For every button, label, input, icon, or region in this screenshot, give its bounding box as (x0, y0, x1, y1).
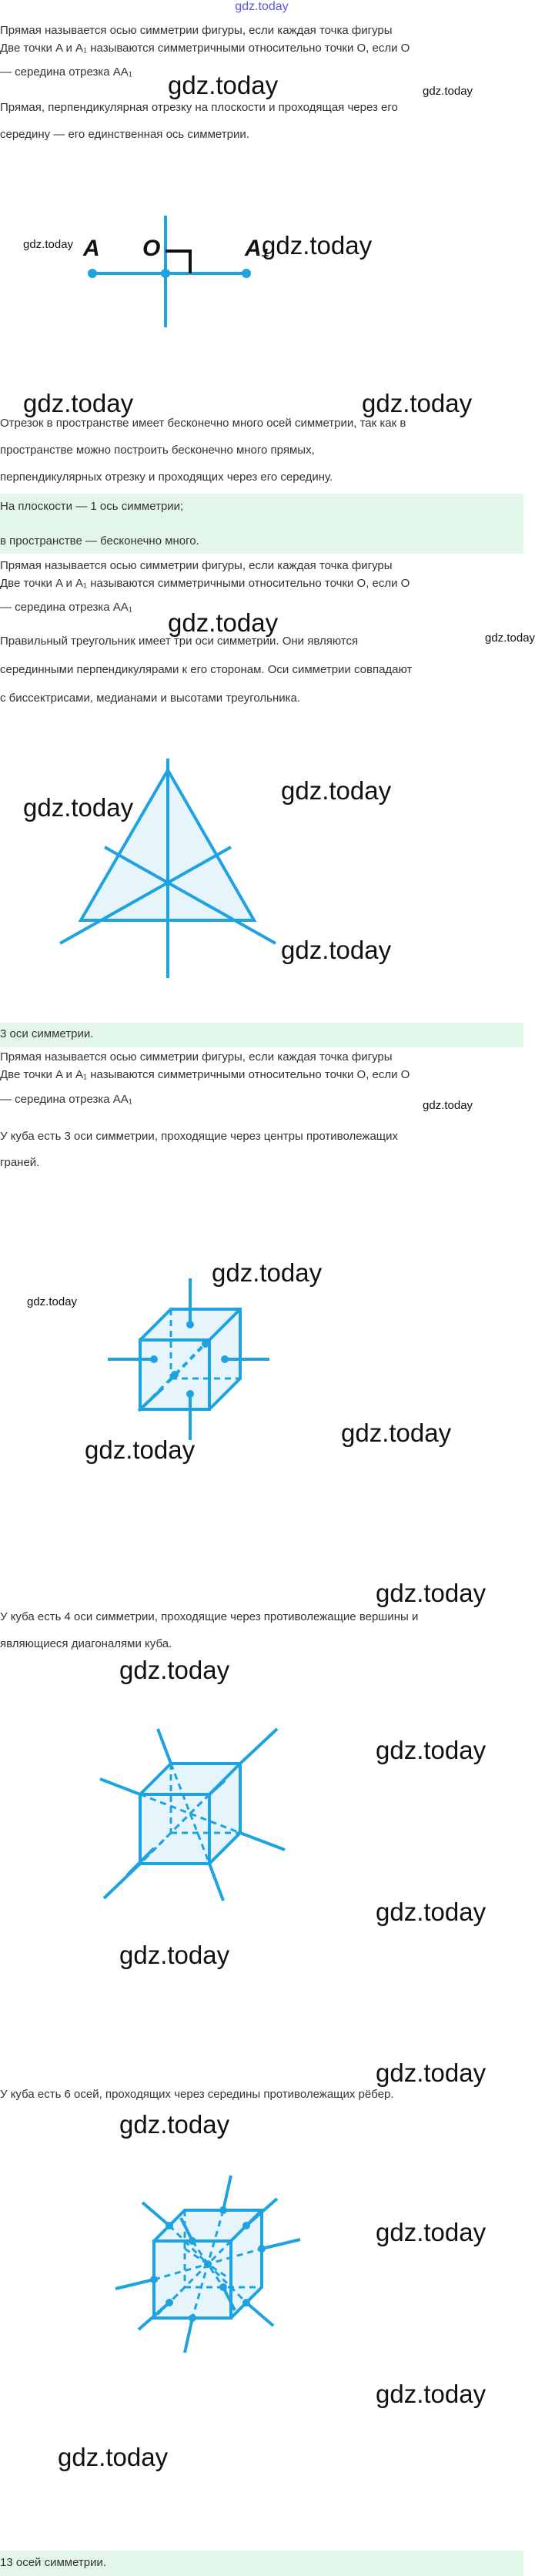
watermark: gdz.today (376, 2380, 487, 2408)
point-a (88, 269, 97, 278)
paragraph-text: середину — его единственная ось симметрии. (0, 128, 249, 141)
watermark: gdz.today (341, 1419, 452, 1447)
site-title[interactable]: gdz.today (235, 0, 289, 13)
definition-text: Две точки A и A₁ называются симметричными относительно точки O, если O (0, 1068, 410, 1081)
triangle-figure (0, 739, 523, 986)
paragraph-text: У куба есть 6 осей, проходящих через середины противолежащих рёбер. (0, 2088, 394, 2101)
label-a: A (83, 236, 100, 261)
watermark: gdz.today (485, 631, 535, 645)
watermark: gdz.today (119, 2110, 230, 2139)
paragraph-text: Прямая, перпендикулярная отрезку на плоскости и проходящая через его (0, 101, 398, 114)
watermark: gdz.today (376, 2058, 487, 2087)
watermark: gdz.today (23, 389, 134, 417)
paragraph-text: с биссектрисами, медианами и высотами треугольника. (0, 692, 301, 705)
answer-text: 3 оси симметрии. (0, 1027, 94, 1040)
answer-text: На плоскости — 1 ось симметрии; (0, 500, 184, 513)
label-a1: A₁ (245, 236, 270, 261)
diagonal-axis (100, 1779, 140, 1794)
right-angle-mark (166, 251, 190, 273)
watermark: gdz.today (376, 1898, 487, 1926)
paragraph-text: являющиеся диагоналями куба. (0, 1637, 172, 1650)
watermark: gdz.today (376, 1579, 487, 1607)
watermark: gdz.today (85, 1435, 196, 1464)
paragraph-text: Отрезок в пространстве имеет бесконечно много осей симметрии, так как в (0, 417, 406, 430)
definition-text: — середина отрезка AA₁ (0, 601, 132, 614)
cube-edge-axes-figure (0, 2156, 523, 2410)
label-o: O (142, 236, 161, 261)
watermark: gdz.today (423, 85, 473, 98)
watermark: gdz.today (376, 2218, 487, 2246)
definition-text: Прямая называется осью симметрии фигуры, если каждая точка фигуры (0, 24, 393, 37)
point-a1 (242, 269, 251, 278)
watermark: gdz.today (168, 608, 279, 637)
watermark: gdz.today (168, 71, 279, 99)
watermark: gdz.today (376, 1736, 487, 1764)
definition-text: Прямая называется осью симметрии фигуры, если каждая точка фигуры (0, 559, 393, 572)
paragraph-text: перпендикулярных отрезку и проходящих через его середину. (0, 471, 333, 484)
definition-text: — середина отрезка AA₁ (0, 65, 132, 79)
edge-axis (223, 2176, 231, 2210)
answer-text: в пространстве — бесконечно много. (0, 534, 199, 548)
watermark: gdz.today (119, 1941, 230, 1969)
answer-text: 13 осей симметрии. (0, 2556, 107, 2569)
watermark: gdz.today (119, 1656, 230, 1684)
watermark: gdz.today (23, 793, 134, 822)
paragraph-text: Правильный треугольник имеет три оси симметрии. Они являются (0, 635, 359, 648)
watermark: gdz.today (281, 936, 392, 964)
watermark: gdz.today (281, 776, 392, 805)
definition-text: — середина отрезка AA₁ (0, 1093, 132, 1106)
watermark: gdz.today (212, 1258, 323, 1287)
paragraph-text: пространстве можно построить бесконечно много прямых, (0, 444, 315, 457)
definition-text: Две точки A и A₁ называются симметричными относительно точки O, если O (0, 577, 410, 590)
paragraph-text: У куба есть 3 оси симметрии, проходящие через центры противолежащих (0, 1130, 399, 1143)
watermark: gdz.today (423, 1099, 473, 1112)
watermark: gdz.today (262, 231, 373, 260)
watermark: gdz.today (362, 389, 473, 417)
watermark: gdz.today (27, 1295, 78, 1308)
paragraph-text: граней. (0, 1156, 40, 1169)
point-o (161, 269, 170, 278)
watermark: gdz.today (23, 238, 74, 251)
paragraph-text: серединными перпендикулярами к его сторонам. Оси симметрии совпадают (0, 663, 413, 676)
definition-text: Прямая называется осью симметрии фигуры, если каждая точка фигуры (0, 1050, 393, 1064)
watermark: gdz.today (58, 2443, 169, 2471)
paragraph-text: У куба есть 4 оси симметрии, проходящие через противолежащие вершины и (0, 1610, 419, 1623)
definition-text: Две точки A и A₁ называются симметричными относительно точки O, если O (0, 42, 410, 55)
